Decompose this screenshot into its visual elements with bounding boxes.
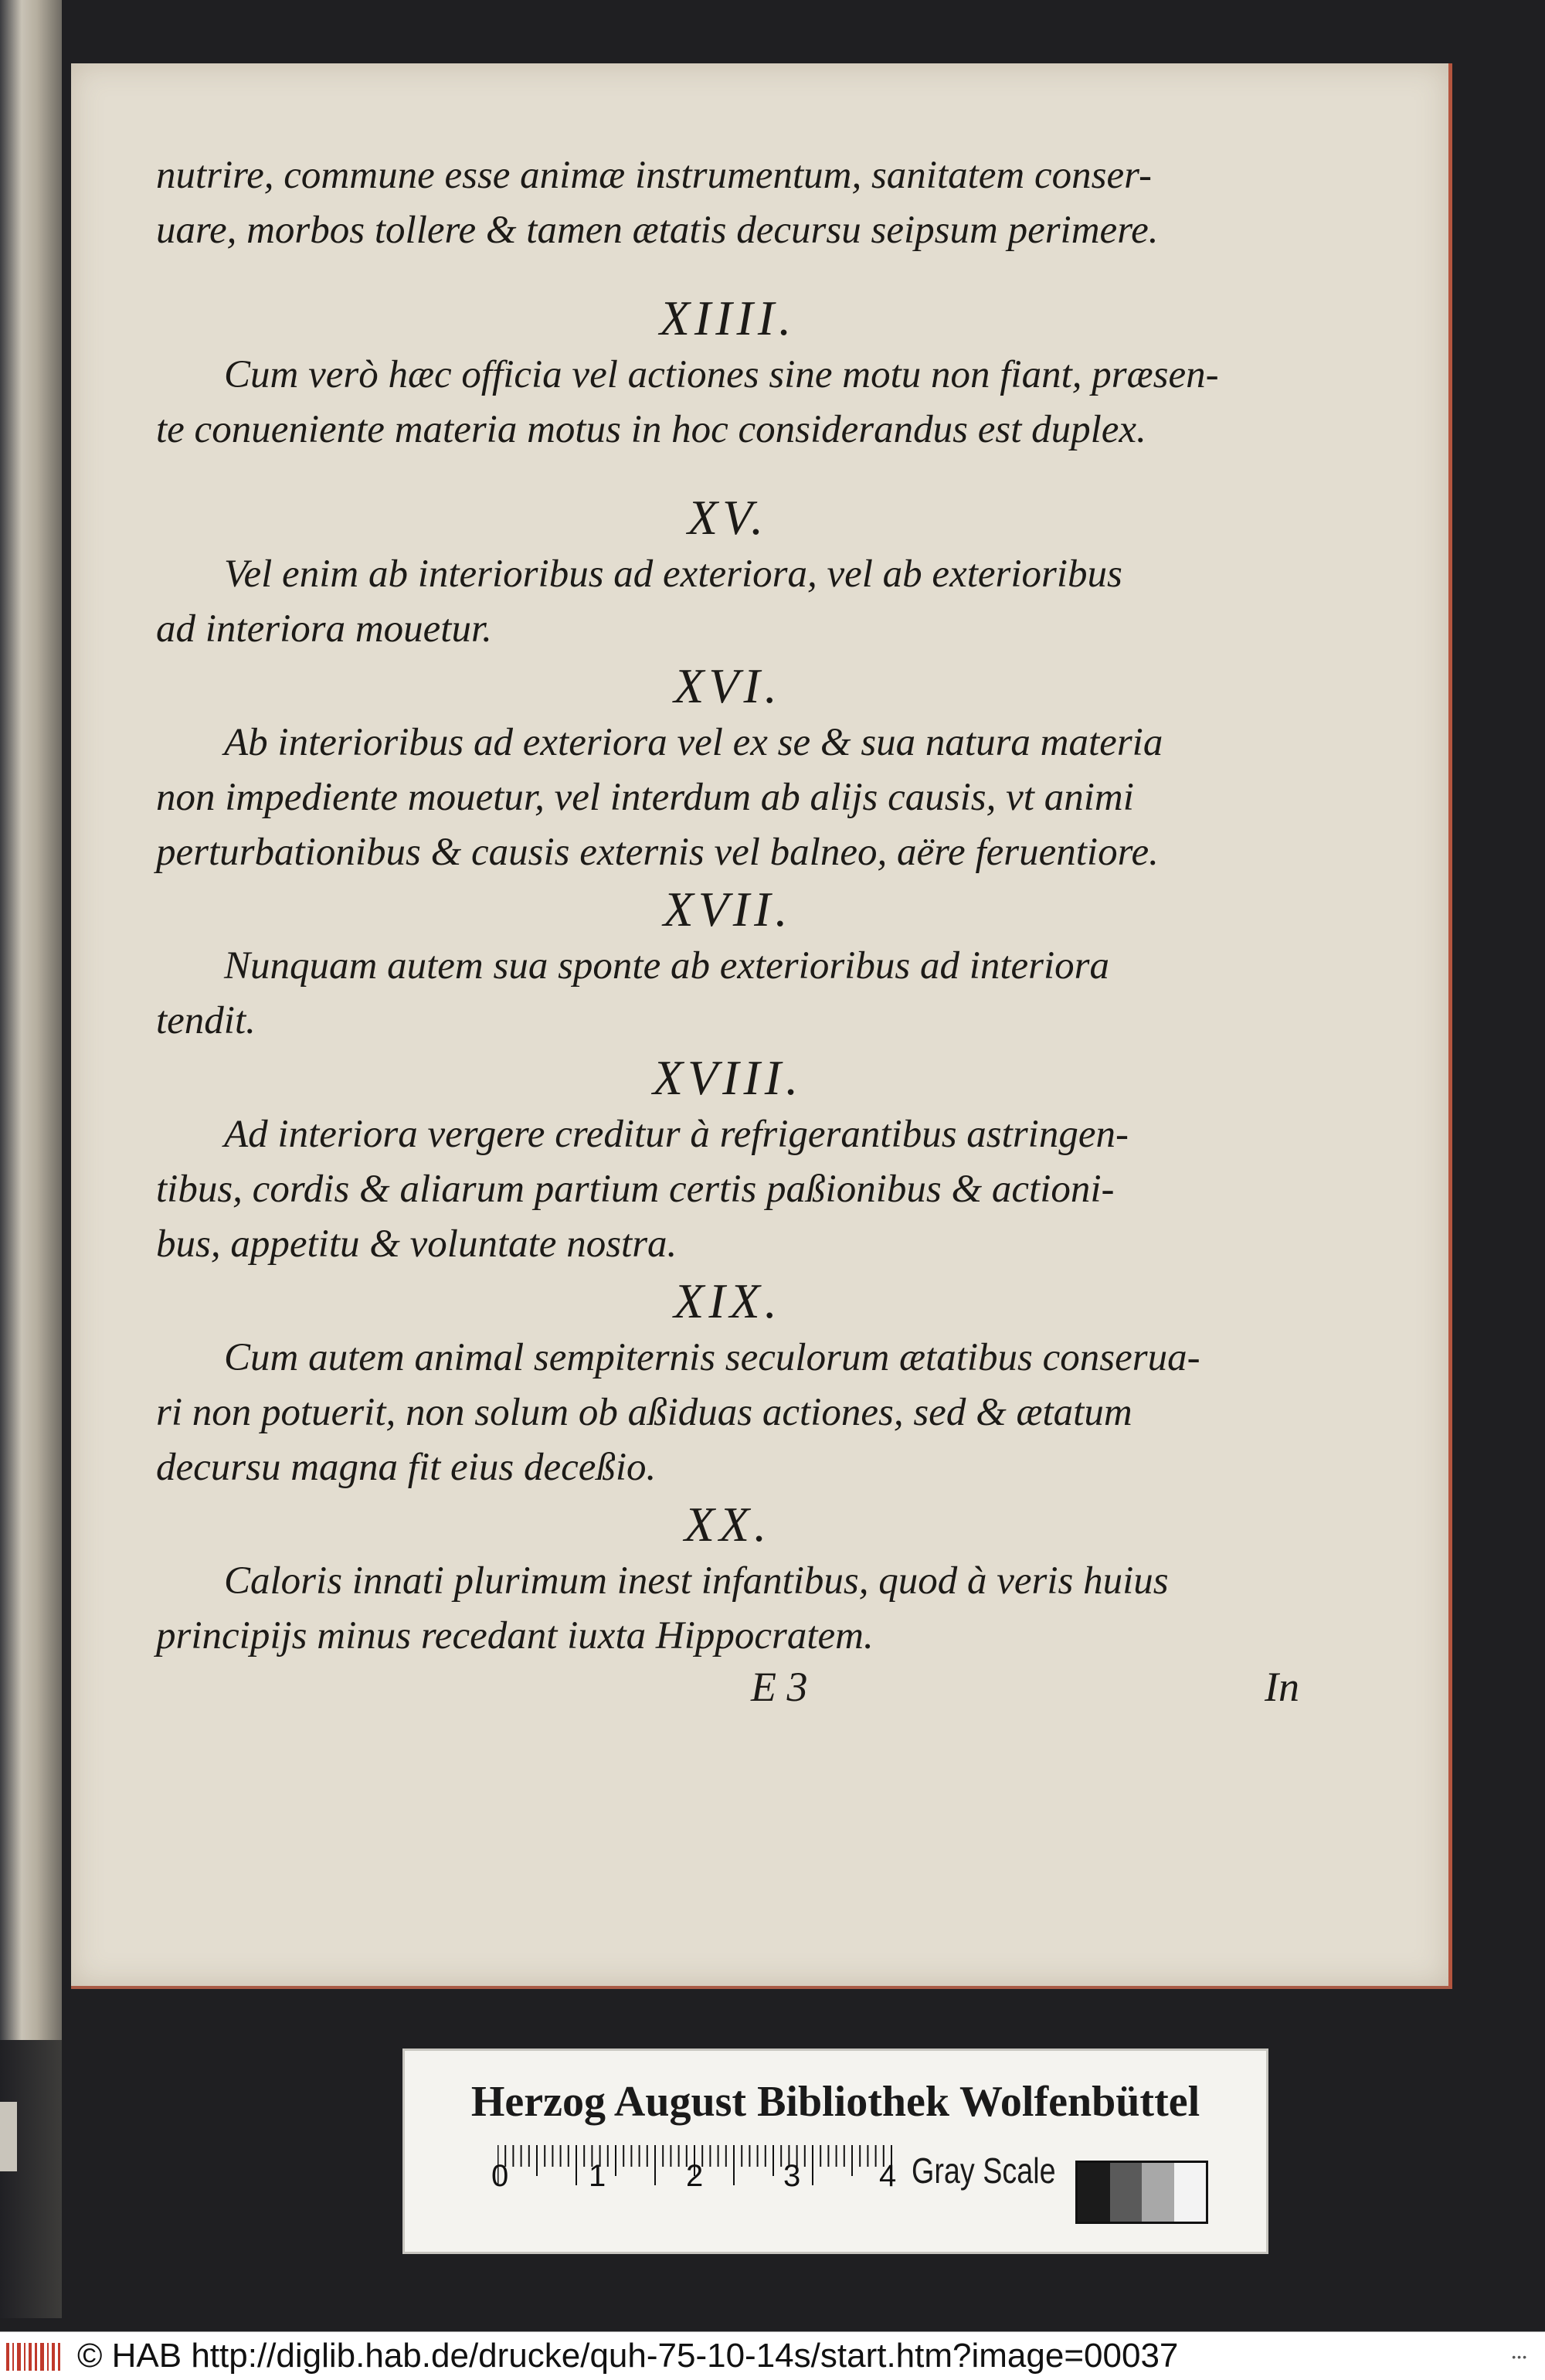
signature-mark: E 3	[751, 1664, 808, 1710]
text-line: bus, appetitu & voluntate nostra.	[156, 1222, 677, 1266]
swatch	[1110, 2163, 1143, 2222]
text-line: nutrire, commune esse animæ instrumentum, sanitatem conser-	[156, 154, 1152, 197]
text-line: decursu magna fit eius deceßio.	[156, 1446, 657, 1489]
swatch	[1174, 2163, 1207, 2222]
text-line: tibus, cordis & aliarum partium certis paßionibus & actioni-	[156, 1168, 1115, 1211]
spine-shadow	[0, 2040, 62, 2318]
status-bar	[0, 2331, 1545, 2380]
text-line: Ad interiora vergere creditur à refrigerantibus astringen-	[224, 1113, 1129, 1156]
shelf-label	[0, 2102, 17, 2171]
page-text	[156, 148, 1299, 1664]
scale-number: 1	[589, 2159, 606, 2193]
section-numeral: XIX.	[674, 1273, 782, 1328]
section-numeral: XVI.	[674, 658, 782, 713]
text-line: Cum autem animal sempiternis seculorum ætatibus conserua-	[224, 1336, 1200, 1379]
swatch	[1142, 2163, 1174, 2222]
text-line: perturbationibus & causis externis vel balneo, aëre feruentiore.	[156, 831, 1159, 874]
scale-number: 4	[879, 2159, 897, 2193]
book-spine-edge	[0, 0, 62, 2040]
section-numeral: XVIII.	[652, 1050, 803, 1105]
source-url[interactable]: © HAB http://diglib.hab.de/drucke/quh-75-10-14s/start.htm?image=00037	[77, 2337, 1179, 2375]
scale-number: 0	[491, 2159, 509, 2193]
library-title: Herzog August Bibliothek Wolfenbüttel	[470, 2078, 1200, 2126]
section-numeral: XVII.	[663, 882, 793, 937]
text-line: non impediente mouetur, vel interdum ab alijs causis, vt animi	[156, 776, 1134, 819]
text-line: tendit.	[156, 999, 256, 1042]
text-line: Nunquam autem sua sponte ab exterioribus ad interiora	[224, 944, 1110, 988]
text-line: Caloris innati plurimum inest infantibus, quod à veris huius	[224, 1559, 1169, 1603]
gray-swatches	[1075, 2161, 1208, 2224]
color-reference-card	[402, 2048, 1268, 2254]
text-line: ri non potuerit, non solum ob aßiduas actiones, sed & ætatum	[156, 1391, 1132, 1434]
catchword: In	[1265, 1664, 1299, 1710]
text-line: principijs minus recedant iuxta Hippocratem.	[156, 1614, 874, 1658]
barcode-icon	[5, 2340, 66, 2374]
dots-icon: •••	[1512, 2351, 1528, 2363]
section-numeral: XIIII.	[659, 291, 796, 345]
text-line: ad interiora mouetur.	[156, 607, 492, 651]
text-line: te conueniente materia motus in hoc considerandus est duplex.	[156, 408, 1146, 451]
text-line: Ab interioribus ad exteriora vel ex se & sua natura materia	[224, 721, 1163, 764]
text-line: Vel enim ab interioribus ad exteriora, vel ab exterioribus	[224, 552, 1122, 596]
page-footer	[156, 1663, 1299, 1725]
section-numeral: XV.	[688, 490, 768, 545]
scale-number: 3	[783, 2159, 801, 2193]
book-page	[71, 63, 1452, 1989]
swatch	[1078, 2163, 1110, 2222]
scale-number: 2	[686, 2159, 704, 2193]
section-numeral: XX.	[684, 1497, 772, 1552]
text-line: uare, morbos tollere & tamen ætatis decursu seipsum perimere.	[156, 209, 1159, 252]
text-line: Cum verò hæc officia vel actiones sine motu non fiant, præsen-	[224, 353, 1219, 396]
gray-scale-label: Gray Scale	[912, 2150, 1056, 2191]
